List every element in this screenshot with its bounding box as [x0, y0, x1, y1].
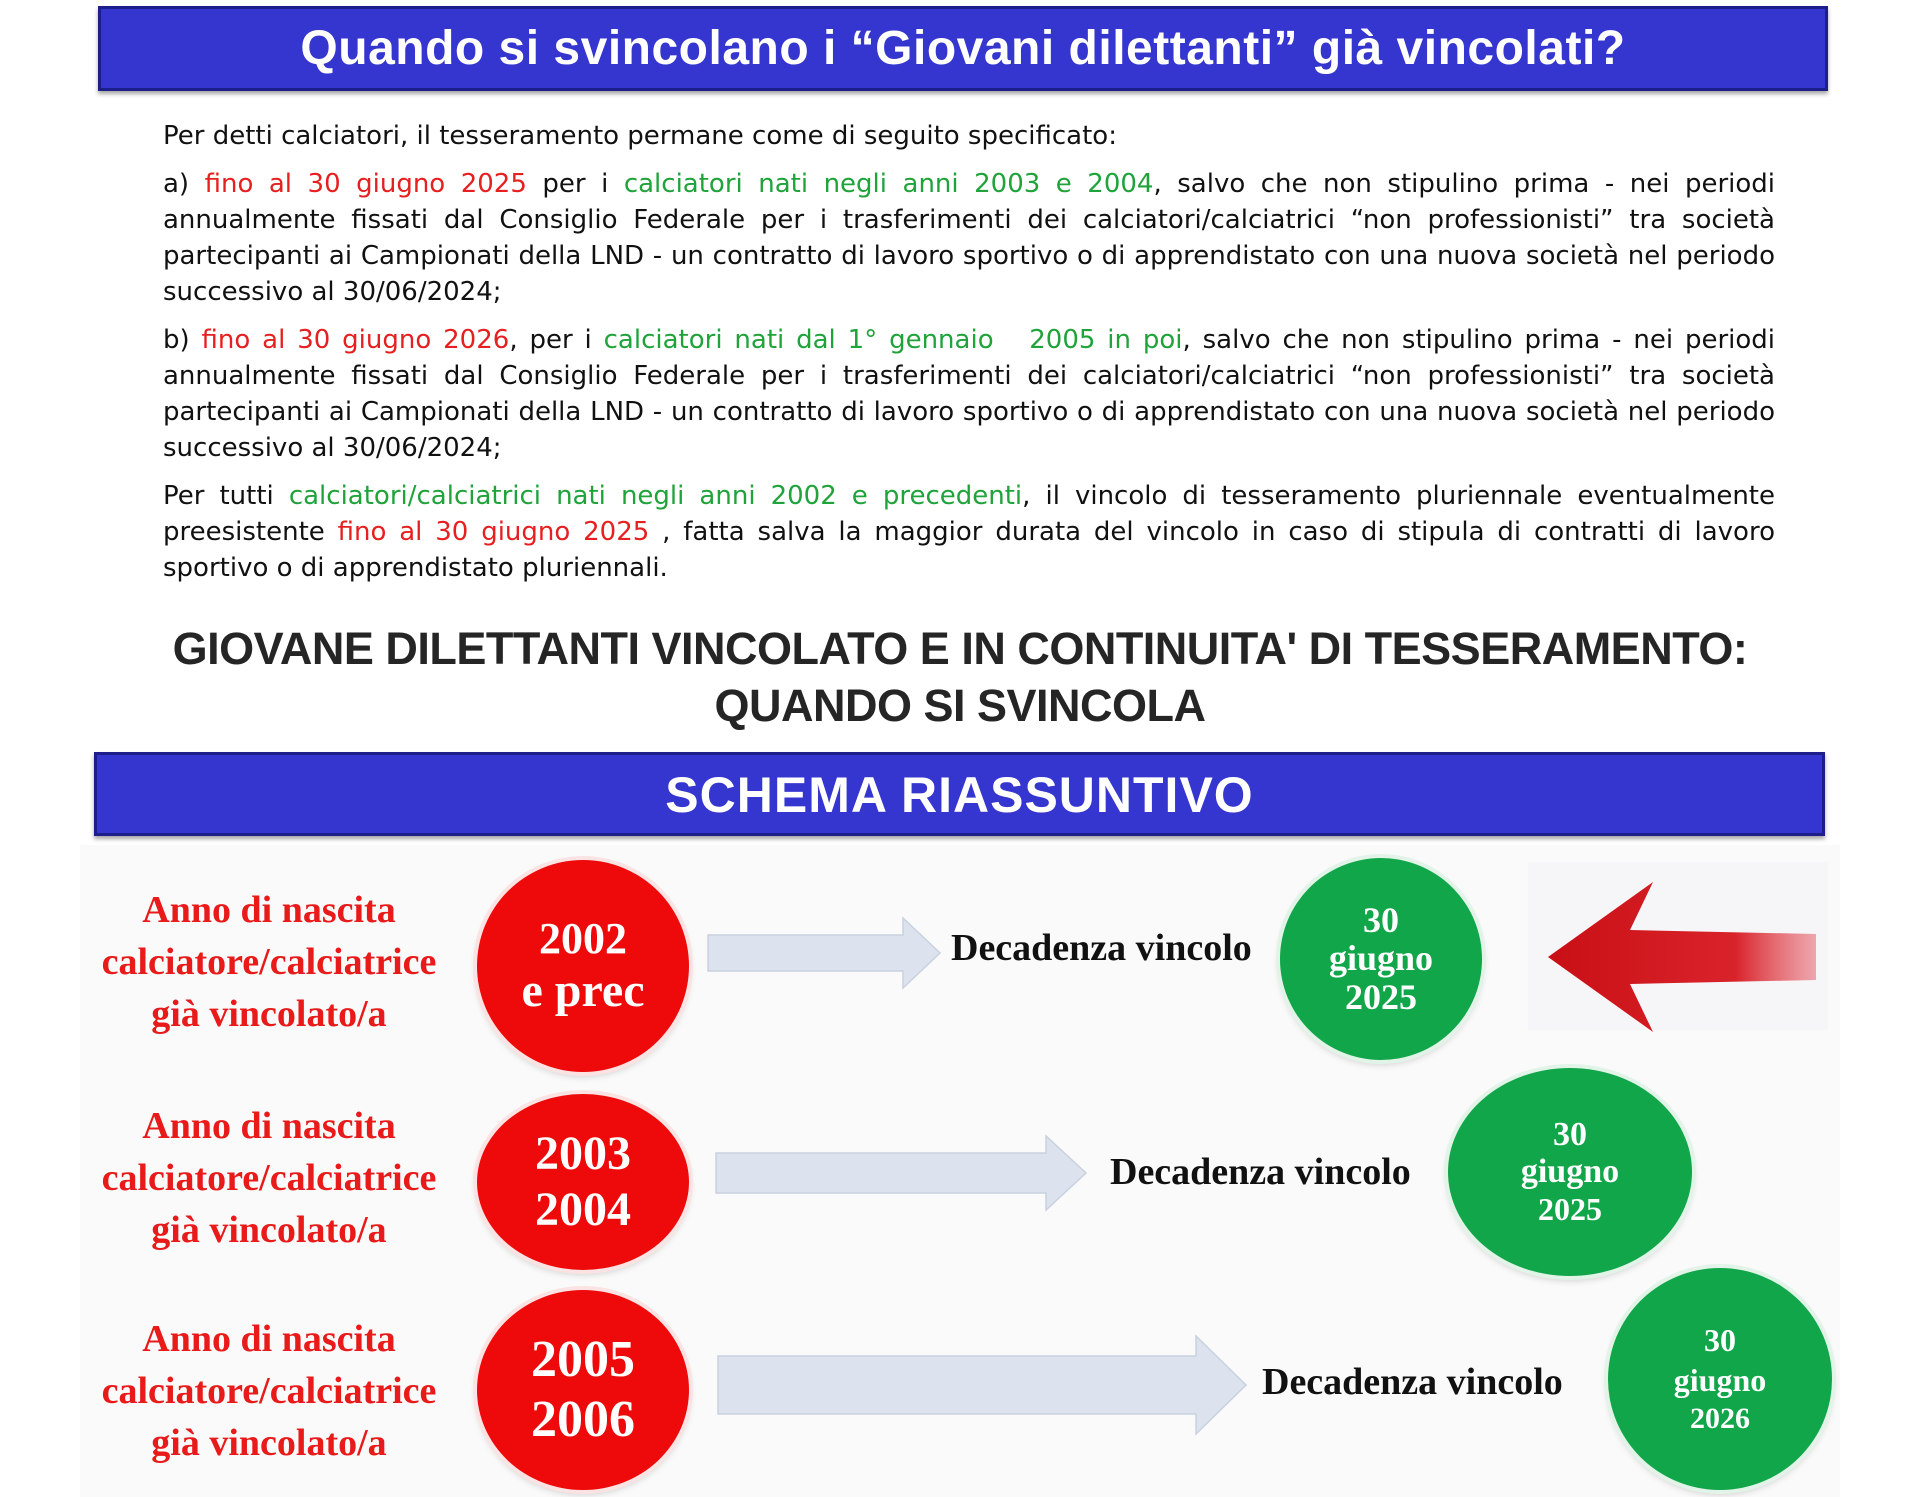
row-3-action: Decadenza vincolo	[1262, 1361, 1563, 1403]
row-1-date-month: giugno	[1328, 938, 1434, 978]
row-3-label-line-2: calciatore/calciatrice	[101, 1370, 437, 1412]
row-3-date-month: giugno	[1673, 1362, 1767, 1398]
section-heading-line-1: GIOVANE DILETTANTI VINCOLATO E IN CONTINUITA' DI TESSERAMENTO:	[172, 623, 1748, 674]
row-3-years-circle	[477, 1290, 689, 1490]
clause-b-prefix: b)	[163, 325, 202, 355]
clause-b-deadline: fino al 30 giugno 2026	[201, 325, 510, 355]
row-2-date-day: 30	[1553, 1116, 1587, 1153]
clause-c-mid: , il vincolo di tesseramento pluriennale eventualmente preesistente	[163, 481, 1775, 547]
row-2-year-1: 2003	[535, 1127, 631, 1180]
row-3-arrow-icon	[718, 1336, 1246, 1434]
schema-title: SCHEMA RIASSUNTIVO	[665, 767, 1254, 823]
section-heading-line-2: QUANDO SI SVINCOLA	[714, 680, 1206, 731]
row-1-date-day: 30	[1363, 900, 1399, 940]
regulation-clause-c	[163, 478, 1775, 586]
clause-a-prefix: a)	[163, 169, 205, 199]
pointer-arrow-icon	[1548, 882, 1818, 1032]
row-2-year-2: 2004	[535, 1183, 631, 1236]
row-2-years-circle	[477, 1094, 689, 1270]
clause-c-prefix: Per tutti	[163, 481, 289, 511]
row-2-date-month: giugno	[1520, 1153, 1620, 1190]
schema-title-banner	[94, 752, 1825, 836]
clause-c-deadline: fino al 30 giugno 2025	[337, 517, 650, 547]
page-title: Quando si svincolano i “Giovani dilettanti” già vincolati?	[300, 22, 1626, 75]
clause-c-players: calciatori/calciatrici nati negli anni 2002 e precedenti	[288, 481, 1023, 511]
clause-a-mid: per i	[526, 169, 624, 199]
row-3-year-2: 2006	[531, 1391, 635, 1448]
row-3-label-line-3: già vincolato/a	[151, 1422, 387, 1464]
clause-b-rest: , salvo che non stipulino prima - nei periodi annualmente fissati dal Consiglio Federale per i trasferimenti dei calciatori/calciatrici “non professionisti” tra società partecipanti ai Campionati della LND - un contratto di lavoro sportivo o di apprendistato con una nuova società nel periodo successivo al 30/06/2024;	[163, 325, 1775, 463]
clause-a-players: calciatori nati negli anni 2003 e 2004	[623, 169, 1154, 199]
row-3-label-line-1: Anno di nascita	[142, 1318, 396, 1360]
row-2-label-line-3: già vincolato/a	[151, 1209, 387, 1251]
row-1-label-line-3: già vincolato/a	[151, 993, 387, 1035]
regulation-clause-b	[163, 322, 1775, 466]
row-2-arrow-icon	[716, 1136, 1086, 1210]
row-1-action: Decadenza vincolo	[951, 927, 1252, 969]
row-1-date-year: 2025	[1345, 977, 1417, 1017]
regulation-text	[163, 118, 1775, 598]
row-2-date-circle	[1448, 1068, 1692, 1276]
row-1-label-line-1: Anno di nascita	[142, 889, 396, 931]
row-1-year-1: 2002	[539, 914, 627, 963]
row-2-date-year: 2025	[1538, 1191, 1602, 1227]
row-2-action: Decadenza vincolo	[1110, 1151, 1411, 1193]
row-1-years-circle	[477, 860, 689, 1072]
clause-a-deadline: fino al 30 giugno 2025	[204, 169, 527, 199]
clause-b-mid: , per i	[509, 325, 604, 355]
row-3-date-circle	[1608, 1268, 1832, 1490]
row-3-date-year: 2026	[1690, 1402, 1750, 1435]
clause-a-rest: , salvo che non stipulino prima - nei periodi annualmente fissati dal Consiglio Federale per i trasferimenti dei calciatori/calciatrici “non professionisti” tra società partecipanti ai Campionati della LND - un contratto di lavoro sportivo o di apprendistato con una nuova società nel periodo successivo al 30/06/2024;	[163, 169, 1776, 307]
regulation-clause-a	[163, 166, 1775, 310]
row-2-label-line-1: Anno di nascita	[142, 1105, 396, 1147]
row-3-label	[89, 1313, 449, 1469]
row-3-year-1: 2005	[531, 1331, 635, 1388]
row-1-arrow-icon	[708, 918, 940, 988]
row-2-label	[89, 1100, 449, 1256]
clause-b-players: calciatori nati dal 1° gennaio 2005 in poi	[603, 325, 1183, 355]
page-title-banner	[98, 6, 1828, 91]
clause-c-rest: , fatta salva la maggior durata del vincolo in caso di stipula di contratti di lavoro sportivo o di apprendistato pluriennali.	[163, 517, 1775, 583]
regulation-intro: Per detti calciatori, il tesseramento permane come di seguito specificato:	[163, 121, 1117, 151]
row-1-year-2: e prec	[521, 964, 645, 1017]
row-1-label	[89, 884, 449, 1040]
row-1-date-circle	[1280, 858, 1482, 1060]
section-heading	[100, 620, 1820, 734]
row-3-date-day: 30	[1704, 1322, 1736, 1358]
row-2-label-line-2: calciatore/calciatrice	[101, 1157, 437, 1199]
row-1-label-line-2: calciatore/calciatrice	[101, 941, 437, 983]
